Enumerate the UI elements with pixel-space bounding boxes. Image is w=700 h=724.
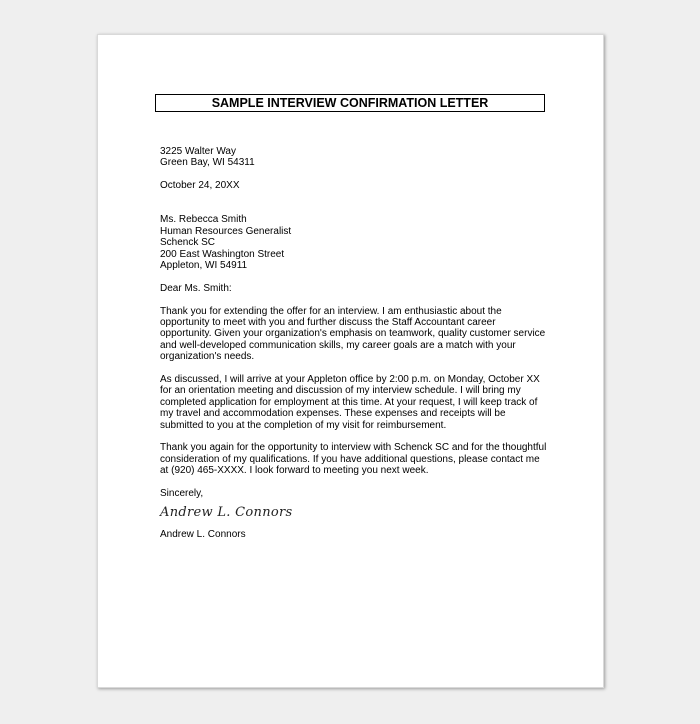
paragraph-line: Thank you for extending the offer for an interview. I am enthusiastic about the — [160, 305, 502, 317]
paragraph-line: consideration of my qualifications. If you have additional questions, please contact me — [160, 453, 540, 465]
recipient-address — [160, 214, 550, 271]
salutation: Dear Ms. Smith: — [160, 282, 232, 294]
recipient-company: Schenck SC — [160, 237, 216, 249]
sender-street: 3225 Walter Way — [160, 146, 236, 157]
recipient-city: Appleton, WI 54911 — [160, 260, 248, 272]
sender-address — [160, 146, 550, 169]
typed-name: Andrew L. Connors — [160, 529, 246, 541]
paragraph-2 — [160, 374, 550, 431]
paragraph-line: at (920) 465-XXXX. I look forward to meeting you next week. — [160, 465, 429, 477]
paragraph-line: submitted to you at the completion of my visit for reimbursement. — [160, 419, 447, 431]
paragraph-line: completed application for employment at this time. At your request, I will keep track of — [160, 396, 538, 408]
letter-title: SAMPLE INTERVIEW CONFIRMATION LETTER — [155, 94, 545, 112]
letter-date: October 24, 20XX — [160, 180, 240, 192]
paragraph-line: my travel and accommodation expenses. These expenses and receipts will be — [160, 408, 506, 420]
paragraph-line: and well-developed communication skills, my career goals are a match with your — [160, 339, 516, 351]
paragraph-1 — [160, 306, 550, 363]
paragraph-line: organization's needs. — [160, 351, 255, 363]
paragraph-3 — [160, 442, 550, 476]
letter-page — [97, 34, 604, 688]
recipient-name: Ms. Rebecca Smith — [160, 214, 247, 226]
paragraph-line: As discussed, I will arrive at your Appleton office by 2:00 p.m. on Monday, October XX — [160, 374, 540, 386]
recipient-title: Human Resources Generalist — [160, 225, 292, 237]
recipient-street: 200 East Washington Street — [160, 248, 285, 260]
letter-body — [160, 146, 550, 541]
signature: Andrew L. Connors — [160, 505, 293, 521]
closing: Sincerely, — [160, 488, 204, 500]
paragraph-line: opportunity. Given your organization's emphasis on teamwork, quality customer service — [160, 328, 546, 340]
paragraph-line: for an orientation meeting and discussion of my interview schedule. I will bring my — [160, 385, 521, 397]
paragraph-line: opportunity to meet with you and further discuss the Staff Accountant career — [160, 317, 496, 329]
paragraph-line: Thank you again for the opportunity to interview with Schenck SC and for the thoughtful — [160, 442, 547, 454]
sender-city: Green Bay, WI 54311 — [160, 157, 255, 169]
